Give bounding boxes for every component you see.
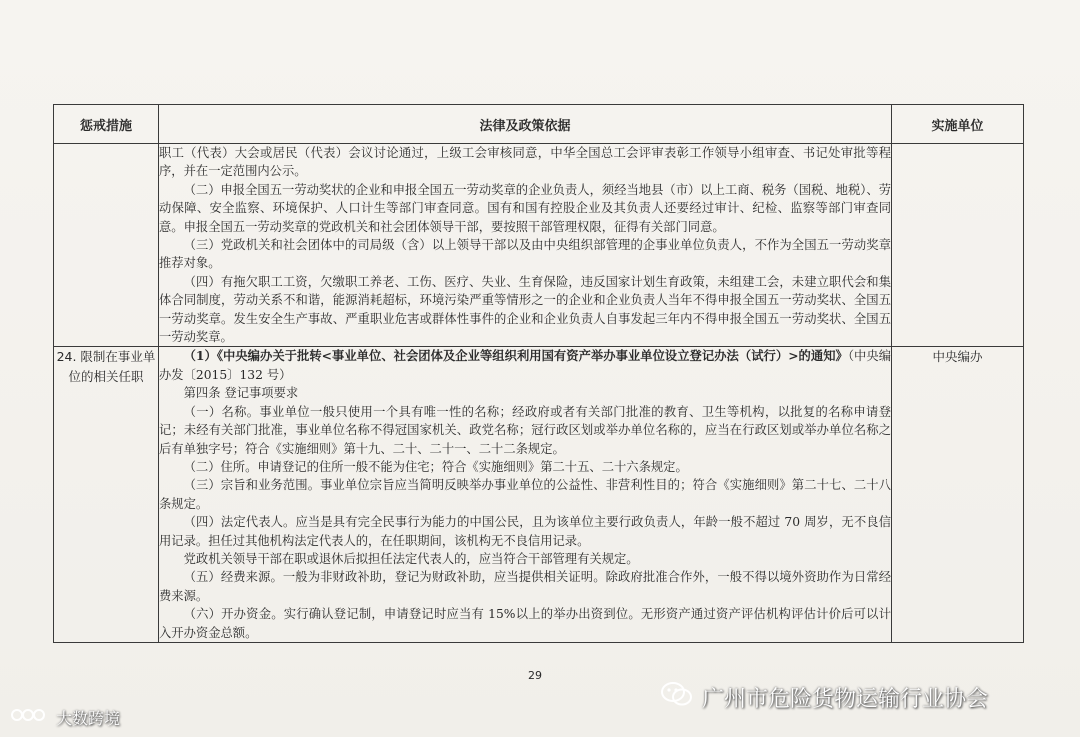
basis-paragraph: （一）名称。事业单位一般只使用一个具有唯一性的名称；经政府或者有关部门批准的教育、卫生等机构，以批复的名称申请登记；未经有关部门批准，事业单位名称不得冠国家机关、政党名称；冠行政区划或举办单位名称的，应当在行政区划或举办单位名称之后有单独字号；符合《实施细则》第十九、二十、二十一、二十二条规定。	[159, 404, 891, 456]
basis-paragraph: （四）法定代表人。应当是具有完全民事行为能力的中国公民，且为该单位主要行政负责人，年龄一般不超过 70 周岁，无不良信用记录。担任过其他机构法定代表人的，在任职期间，该机构无不良信用记录。	[159, 515, 891, 548]
basis-paragraph: （六）开办资金。实行确认登记制，申请登记时应当有 15%以上的举办出资到位。无形资产通过资产评估机构评估计价后可以计入开办资金总额。	[159, 607, 891, 640]
measure-cell	[54, 144, 159, 347]
measure-cell	[54, 347, 159, 643]
watermark-left	[10, 705, 120, 729]
document-title	[159, 347, 891, 384]
header-basis: 法律及政策依据	[159, 105, 892, 144]
basis-cell	[159, 347, 892, 643]
basis-paragraph: （二）申报全国五一劳动奖状的企业和申报全国五一劳动奖章的企业负责人，须经当地县（市）以上工商、税务（国税、地税）、劳动保障、安全监察、环境保护、人口计生等部门审查同意。国有和国有控股企业及其负责人还要经过审计、纪检、监察等部门审查同意。申报全国五一劳动奖章的党政机关和社会团体领导干部，要按照干部管理权限，征得有关部门同意。	[159, 182, 891, 234]
document-title-text: （1）《中央编办关于批转<事业单位、社会团体及企业等组织利用国有资产举办事业单位设立登记办法（试行）>的通知》	[183, 348, 848, 364]
wechat-icon	[660, 680, 694, 714]
header-unit: 实施单位	[892, 105, 1024, 144]
page-number: 29	[528, 669, 542, 682]
basis-paragraph: 党政机关领导干部在职或退休后拟担任法定代表人的，应当符合干部管理有关规定。	[183, 551, 639, 566]
table-row	[54, 144, 1024, 347]
basis-paragraph: （三）宗旨和业务范围。事业单位宗旨应当简明反映举办事业单位的公益性、非营利性目的；符合《实施细则》第二十七、二十八条规定。	[159, 478, 891, 511]
policy-table	[53, 104, 1024, 643]
unit-cell	[892, 144, 1024, 347]
basis-cell	[159, 144, 892, 347]
basis-paragraph: 第四条 登记事项要求	[183, 386, 299, 401]
watermark-text: 大数跨境	[56, 708, 121, 728]
unit-cell: 中央编办	[892, 347, 1024, 643]
basis-paragraph: （三）党政机关和社会团体中的司局级（含）以上领导干部以及由中央组织部管理的企事业单位负责人，不作为全国五一劳动奖章推荐对象。	[159, 238, 891, 271]
brand-logo-icon	[10, 705, 50, 729]
basis-paragraph: （五）经费来源。一般为非财政补助，登记为财政补助，应当提供相关证明。除政府批准合作外，一般不得以境外资助作为日常经费来源。	[159, 570, 891, 603]
document-number: （中央编办发〔2015〕132 号）	[159, 349, 891, 382]
measure-text: 24. 限制在事业单位的相关任职	[56, 349, 156, 385]
watermark-right	[660, 680, 988, 714]
basis-paragraph: 职工（代表）大会或居民（代表）会议讨论通过，上级工会审核同意，中华全国总工会评审表彰工作领导小组审查、书记处审批等程序，并在一定范围内公示。	[159, 146, 891, 179]
table-row	[54, 347, 1024, 643]
watermark-text: 广州市危险货物运输行业协会	[702, 686, 989, 712]
header-measure: 惩戒措施	[54, 105, 159, 144]
table-header-row	[54, 105, 1024, 144]
basis-paragraph: （四）有拖欠职工工资，欠缴职工养老、工伤、医疗、失业、生育保险，违反国家计划生育政策，未组建工会，未建立职代会和集体合同制度，劳动关系不和谐，能源消耗超标，环境污染严重等情形之一的企业和企业负责人当年不得申报全国五一劳动奖状、全国五一劳动奖章。发生安全生产事故、严重职业危害或群体性事件的企业和企业负责人自事发起三年内不得申报全国五一劳动奖状、全国五一劳动奖章。	[159, 274, 891, 345]
basis-paragraph: （二）住所。申请登记的住所一般不能为住宅；符合《实施细则》第二十五、二十六条规定。	[183, 459, 688, 474]
